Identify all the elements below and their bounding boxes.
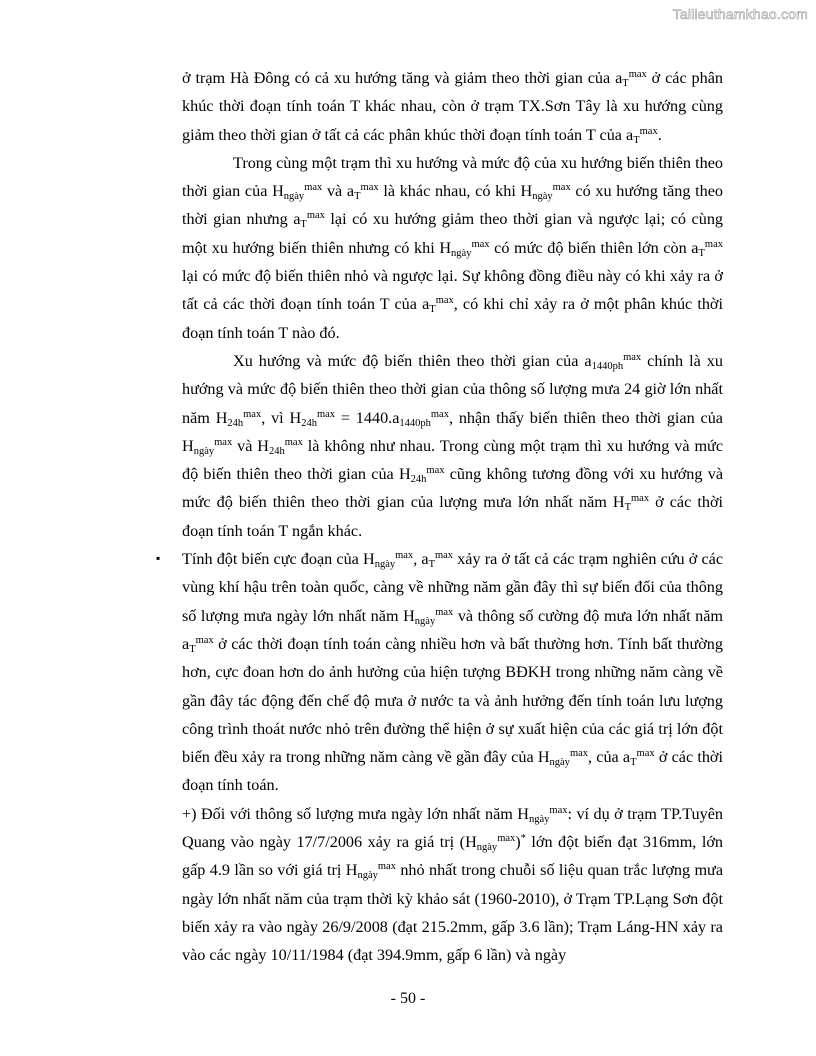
superscript: max — [304, 182, 323, 194]
text-run: là không như nhau. Trong cùng một trạm thì xu hướng và mức độ biến thiên theo thời gian của H — [182, 436, 724, 484]
superscript: max — [284, 436, 303, 448]
subscript: T — [630, 757, 637, 769]
text-run: , nhận thấy biến thiên theo thời gian của H — [182, 408, 723, 455]
text-run: , vì H — [261, 408, 302, 427]
subscript: T — [428, 559, 435, 571]
subscript: 24h — [301, 417, 317, 429]
text-run: Xu hướng và mức độ biến thiên theo thời gian của a — [233, 351, 592, 370]
subscript: ngày — [451, 247, 472, 259]
subscript: T — [624, 502, 632, 514]
superscript: max — [395, 550, 414, 562]
subscript: T — [300, 219, 307, 231]
superscript: max — [360, 182, 379, 194]
subscript: 1440ph — [591, 360, 624, 372]
superscript: max — [569, 748, 589, 760]
text-run: ở các thời đoạn tính toán càng nhiều hơn và bất thường hơn. Tính bất thường hơn, cực đoan hơn do ảnh hưởng của hiện tượng BĐKH trong những năm càng về gần đây tác động đến chế độ mưa ở nước ta và ảnh hưởng đến tính toán lưu lượng công trình thoát nước nhỏ trên đường thể hiện ở sự xuất hiện của các giá trị lớn đột biến đều xảy ra trong những năm càng về gần đây của H — [182, 634, 723, 767]
superscript: max — [214, 436, 233, 448]
text-run: = 1440.a — [335, 408, 400, 427]
subscript: T — [698, 247, 705, 259]
superscript: max — [552, 182, 571, 194]
paragraph — [182, 800, 723, 970]
superscript: max — [639, 125, 658, 137]
text-run: và a — [322, 182, 355, 201]
text-run: có xu hướng tăng theo thời gian nhưng a — [182, 182, 723, 229]
text-run: . — [657, 125, 662, 144]
page-number: - 50 - — [390, 990, 426, 1007]
superscript: max — [434, 550, 454, 562]
superscript: max — [243, 408, 262, 420]
superscript: max — [435, 606, 454, 618]
bullet-paragraph — [156, 545, 724, 800]
text-run: cũng không tương đồng với xu hướng và mức độ biến thiên theo thời gian của lượng mưa lớn nhất năm H — [182, 465, 724, 512]
text-run: ở các thời đoạn tính toán T ngắn khác. — [182, 493, 723, 540]
superscript: max — [435, 295, 454, 307]
text-run: Tính đột biến cực đoạn của H — [182, 550, 375, 569]
text-run: và H — [232, 436, 269, 455]
text-run: , của a — [588, 748, 631, 767]
superscript: max — [195, 634, 214, 646]
superscript: max — [497, 833, 516, 845]
bullet-marker: ▪ — [156, 551, 161, 566]
text-run: lớn đột biến đạt 316mm, lớn gấp 4.9 lần so với giá trị H — [182, 833, 723, 880]
superscript: max — [631, 493, 650, 505]
paragraph — [182, 149, 723, 347]
subscript: ngày — [374, 559, 396, 571]
subscript: T — [622, 78, 629, 89]
superscript: max — [704, 238, 723, 250]
text-run: , a — [413, 550, 429, 569]
subscript: T — [189, 643, 196, 655]
text-run: xảy ra ở tất cả các trạm nghiên cứu ở các vùng khí hậu trên toàn quốc, càng về những năm gần đây thì sự biến đổi của thông số lượng mưa ngày lớn nhất năm H — [182, 550, 724, 625]
superscript: max — [316, 408, 336, 420]
subscript: ngày — [357, 870, 378, 882]
text-run: : ví dụ ở trạm TP.Tuyên Quang vào ngày 17/7/2006 xảy ra giá trị (H — [182, 804, 723, 852]
subscript: T — [429, 304, 436, 316]
superscript: max — [306, 210, 325, 222]
subscript: ngày — [476, 842, 498, 854]
superscript: max — [377, 861, 396, 873]
subscript: T — [354, 191, 361, 203]
text-run: Trong cùng một trạm thì xu hướng và mức độ của xu hướng biến thiên theo thời gian của H — [182, 153, 723, 201]
subscript: 24h — [227, 417, 244, 429]
superscript: max — [430, 408, 449, 420]
paragraph — [182, 347, 723, 545]
paragraph — [182, 64, 723, 149]
text-run: chính là xu hướng và mức độ biến thiên theo thời gian của thông số lượng mưa 24 giờ lớn nhất năm H — [182, 351, 723, 427]
text-run: ở trạm Hà Đông có cả xu hướng tăng và giảm theo thời gian của a — [182, 69, 623, 87]
text-run: ở các phân khúc thời đoạn tính toán T khác nhau, còn ở trạm TX.Sơn Tây là xu hướng cùng giảm theo thời gian ở tất cả các phân khúc thời đoạn tính toán T của a — [182, 69, 723, 144]
superscript: max — [549, 804, 568, 816]
superscript: max — [426, 465, 445, 477]
subscript: 24h — [269, 445, 285, 457]
superscript: max — [623, 351, 642, 363]
subscript: 1440ph — [399, 417, 431, 429]
text-run: lại có mức độ biến thiên nhỏ và ngược lại. Sự không đồng điều này có khi xảy ra ở tất cả các thời đoạn tính toán T của a — [182, 267, 723, 314]
subscript: ngày — [532, 191, 553, 203]
text-run: và thông số cường độ mưa lớn nhất năm a — [182, 606, 723, 653]
text-run: có mức độ biến thiên lớn còn a — [489, 238, 699, 257]
subscript: ngày — [283, 191, 305, 203]
subscript: ngày — [549, 757, 570, 769]
subscript: ngày — [414, 615, 436, 627]
text-run: nhỏ nhất trong chuỗi số liệu quan trắc lượng mưa ngày lớn nhất năm của trạm thời kỳ khảo sát (1960-2010), ở Trạm TP.Lạng Sơn đột biến xảy ra vào ngày 26/9/2008 (đạt 215.2mm, gấp 3.6 lần); Trạm Láng-HN xảy ra vào các ngày 10/11/1984 (đạt 394.9mm, gấp 6 lần) và ngày — [182, 861, 724, 965]
watermark-text: Tailieuthamkhao.com — [672, 6, 808, 22]
text-run: lại có xu hướng giảm theo thời gian và ngược lại; có cùng một xu hướng biến thiên nhưng có khi H — [182, 210, 724, 257]
subscript: 24h — [410, 474, 427, 486]
subscript: ngày — [193, 445, 215, 457]
text-run: ở các thời đoạn tính toán. — [182, 748, 723, 795]
superscript: max — [636, 748, 655, 760]
superscript: max — [471, 238, 490, 250]
text-run: +) Đối với thông số lượng mưa ngày lớn nhất năm H — [182, 804, 529, 823]
text-run: ) — [515, 833, 521, 852]
text-run: là khác nhau, có khi H — [378, 182, 533, 201]
subscript: T — [633, 134, 640, 146]
superscript: * — [520, 833, 526, 845]
text-run: , có khi chỉ xảy ra ở một phân khúc thời đoạn tính toán T nào đó. — [182, 295, 723, 342]
document-body — [156, 64, 724, 970]
subscript: ngày — [529, 813, 550, 825]
superscript: max — [628, 69, 647, 80]
